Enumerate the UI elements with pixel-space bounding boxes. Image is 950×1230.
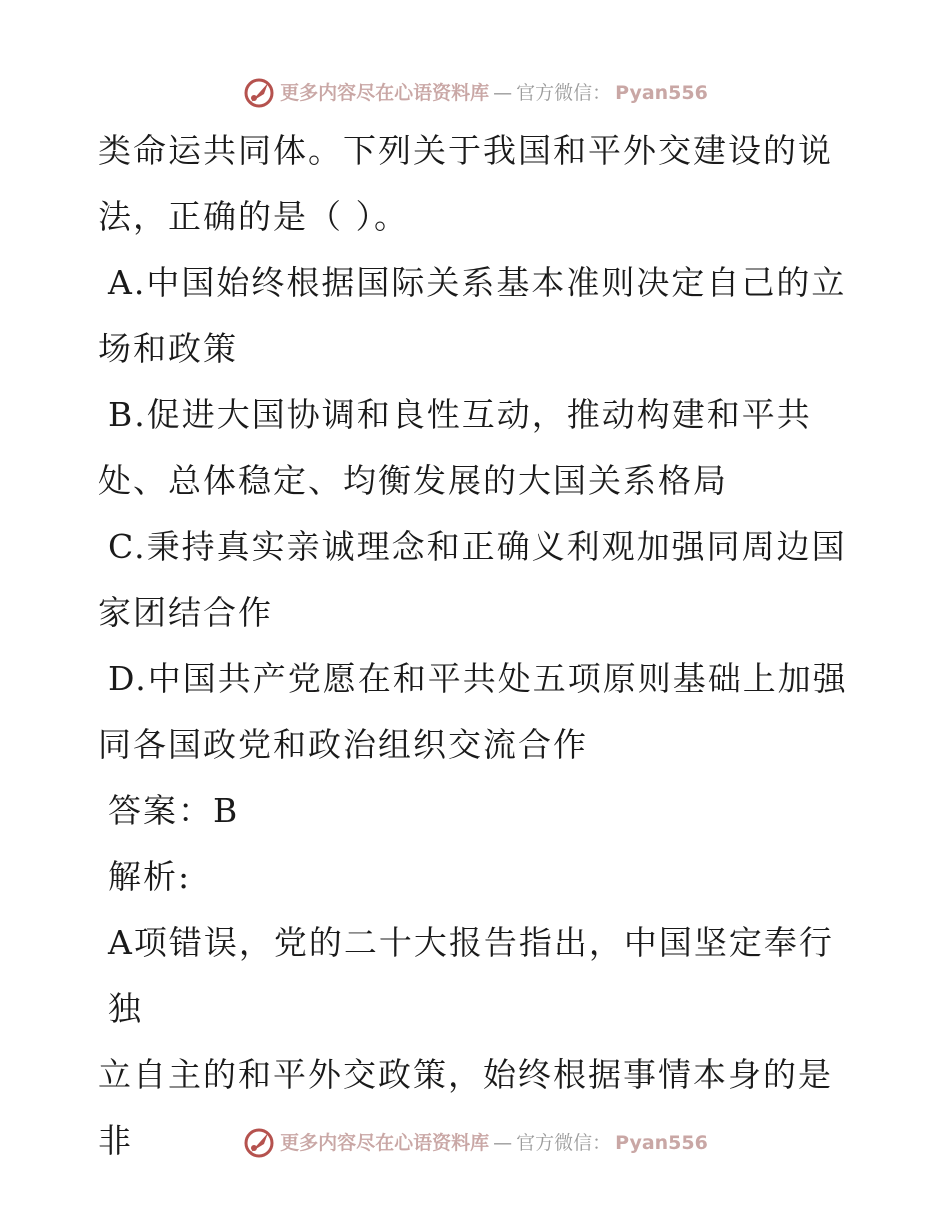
answer-text: 答案：B [108, 791, 240, 830]
quill-logo-icon [242, 1126, 276, 1160]
quill-logo-icon [242, 76, 276, 110]
watermark-header [0, 76, 950, 110]
option-c-line-1: C.秉持真实亲诚理念和正确义利观加强同周边国 [108, 527, 847, 566]
watermark-footer [0, 1126, 950, 1160]
analysis-line-1: A项错误，党的二十大报告指出，中国坚定奉行独 [108, 923, 834, 1028]
option-c-line-2: 家团结合作 [98, 593, 273, 632]
watermark-official: 官方微信： [516, 1132, 612, 1154]
watermark-official: 官方微信： [516, 82, 612, 104]
option-d-line-2: 同各国政党和政治组织交流合作 [98, 725, 588, 764]
watermark-wechat: Pyan556 [615, 82, 708, 104]
analysis-line-2: 立自主的和平外交政策，始终根据事情本身的是非 [98, 1055, 833, 1160]
option-a-line-1: A.中国始终根据国际关系基本准则决定自己的立 [108, 263, 847, 302]
watermark-separator: — [493, 1132, 513, 1154]
question-stem-line-1: 类命运共同体。下列关于我国和平外交建设的说 [98, 131, 833, 170]
option-b-line-1: B.促进大国协调和良性互动，推动构建和平共 [108, 395, 812, 434]
question-content [98, 118, 858, 1174]
option-d-line-1: D.中国共产党愿在和平共处五项原则基础上加强 [108, 659, 848, 698]
watermark-separator: — [493, 82, 513, 104]
option-b-line-2: 处、总体稳定、均衡发展的大国关系格局 [98, 461, 728, 500]
analysis-label: 解析: [108, 857, 192, 896]
option-a-line-2: 场和政策 [98, 329, 238, 368]
watermark-brand: 更多内容尽在心语资料库 [280, 1132, 490, 1154]
watermark-wechat: Pyan556 [615, 1132, 708, 1154]
question-stem-line-2: 法，正确的是（ ）。 [98, 197, 409, 236]
watermark-brand: 更多内容尽在心语资料库 [280, 82, 490, 104]
